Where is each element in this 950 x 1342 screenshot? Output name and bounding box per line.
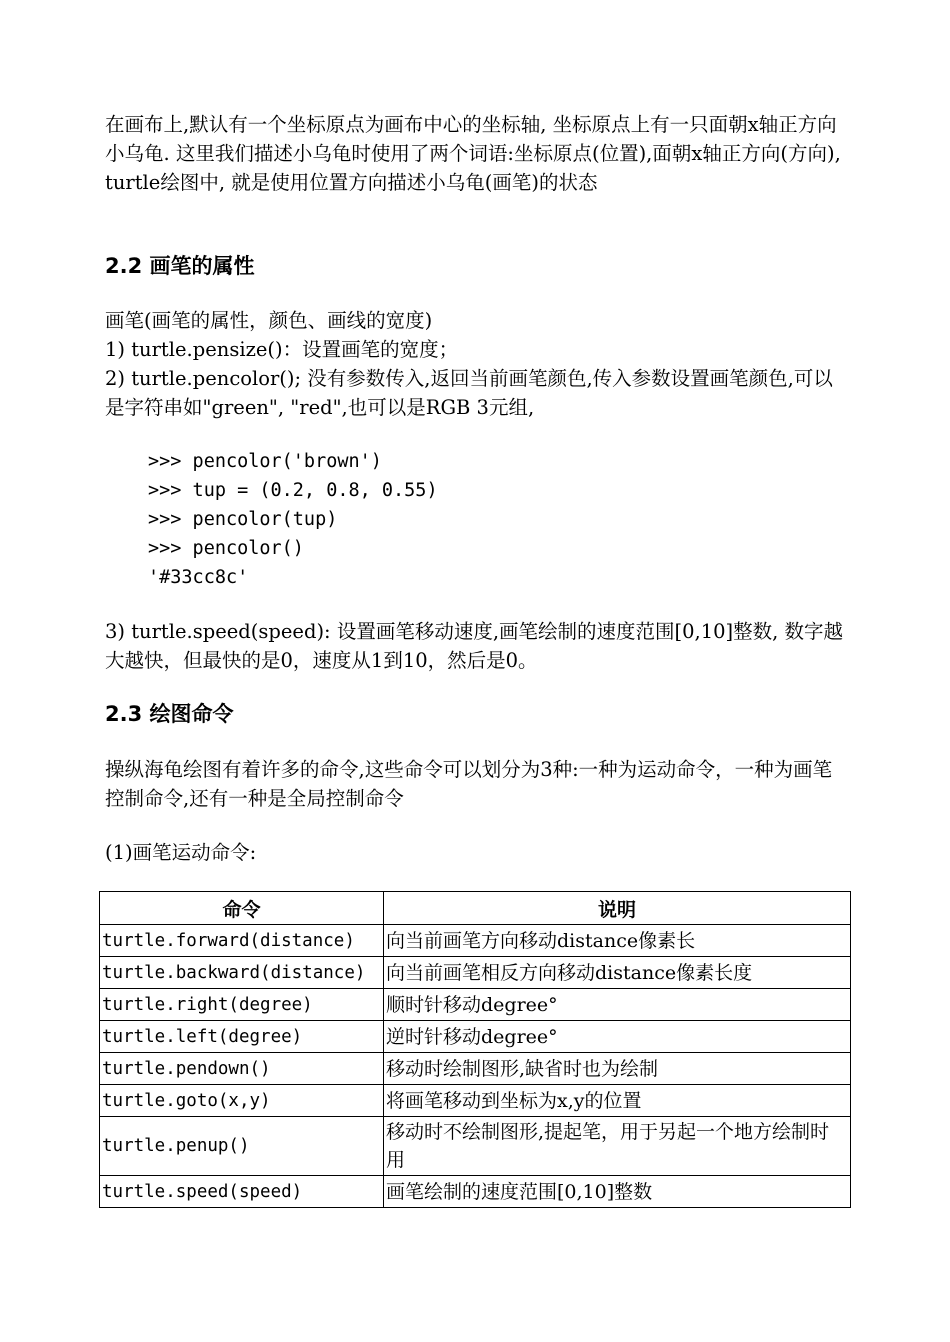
description-cell: 向当前画笔相反方向移动distance像素长度 bbox=[384, 957, 851, 989]
code-line: >>> tup = (0.2, 0.8, 0.55) bbox=[148, 480, 438, 501]
code-line: '#33cc8c' bbox=[148, 567, 249, 588]
table-row bbox=[100, 1176, 851, 1208]
section-heading-2-2: 2.2 画笔的属性 bbox=[105, 254, 255, 278]
intro-paragraph: 在画布上,默认有一个坐标原点为画布中心的坐标轴, 坐标原点上有一只面朝x轴正方向小乌龟. 这里我们描述小乌龟时使用了两个词语:坐标原点(位置),面朝x轴正方向(方向), turtle绘图中, 就是使用位置方向描述小乌龟(画笔)的状态 bbox=[105, 113, 841, 194]
code-line: >>> pencolor() bbox=[148, 538, 304, 559]
pen-intro-line: 画笔(画笔的属性，颜色、画线的宽度) bbox=[105, 309, 433, 332]
commands-paragraph: 操纵海龟绘图有着许多的命令,这些命令可以划分为3种:一种为运动命令，一种为画笔控制命令,还有一种是全局控制命令 bbox=[105, 758, 833, 810]
motion-commands-label: (1)画笔运动命令: bbox=[105, 841, 257, 864]
description-cell: 移动时绘制图形,缺省时也为绘制 bbox=[384, 1053, 851, 1085]
command-cell: turtle.forward(distance) bbox=[100, 925, 384, 957]
speed-paragraph: 3) turtle.speed(speed): 设置画笔移动速度,画笔绘制的速度范围[0,10]整数, 数字越大越快，但最快的是0，速度从1到10，然后是0。 bbox=[105, 620, 844, 672]
command-cell: turtle.left(degree) bbox=[100, 1021, 384, 1053]
command-cell: turtle.pendown() bbox=[100, 1053, 384, 1085]
table-row bbox=[100, 1085, 851, 1117]
command-cell: turtle.penup() bbox=[100, 1117, 384, 1176]
column-header-command: 命令 bbox=[100, 892, 384, 925]
motion-commands-table bbox=[99, 891, 851, 1208]
description-cell: 逆时针移动degree° bbox=[384, 1021, 851, 1053]
table-row bbox=[100, 925, 851, 957]
code-line: >>> pencolor(tup) bbox=[148, 509, 338, 530]
pencolor-paragraph: 2) turtle.pencolor(); 没有参数传入,返回当前画笔颜色,传入参数设置画笔颜色,可以是字符串如"green", "red",也可以是RGB 3元组, bbox=[105, 367, 833, 419]
description-cell: 画笔绘制的速度范围[0,10]整数 bbox=[384, 1176, 851, 1208]
pensize-line: 1) turtle.pensize()：设置画笔的宽度； bbox=[105, 338, 459, 361]
table-row bbox=[100, 989, 851, 1021]
description-cell: 将画笔移动到坐标为x,y的位置 bbox=[384, 1085, 851, 1117]
command-cell: turtle.speed(speed) bbox=[100, 1176, 384, 1208]
table-header-row bbox=[100, 892, 851, 925]
column-header-description: 说明 bbox=[384, 892, 851, 925]
table-row bbox=[100, 1021, 851, 1053]
description-cell: 向当前画笔方向移动distance像素长 bbox=[384, 925, 851, 957]
description-cell: 顺时针移动degree° bbox=[384, 989, 851, 1021]
command-cell: turtle.right(degree) bbox=[100, 989, 384, 1021]
code-line: >>> pencolor('brown') bbox=[148, 451, 382, 472]
code-example bbox=[148, 447, 438, 592]
command-cell: turtle.backward(distance) bbox=[100, 957, 384, 989]
table-row bbox=[100, 1053, 851, 1085]
command-cell: turtle.goto(x,y) bbox=[100, 1085, 384, 1117]
table-row bbox=[100, 1117, 851, 1176]
description-cell: 移动时不绘制图形,提起笔，用于另起一个地方绘制时用 bbox=[384, 1117, 851, 1176]
table-row bbox=[100, 957, 851, 989]
section-heading-2-3: 2.3 绘图命令 bbox=[105, 702, 234, 726]
